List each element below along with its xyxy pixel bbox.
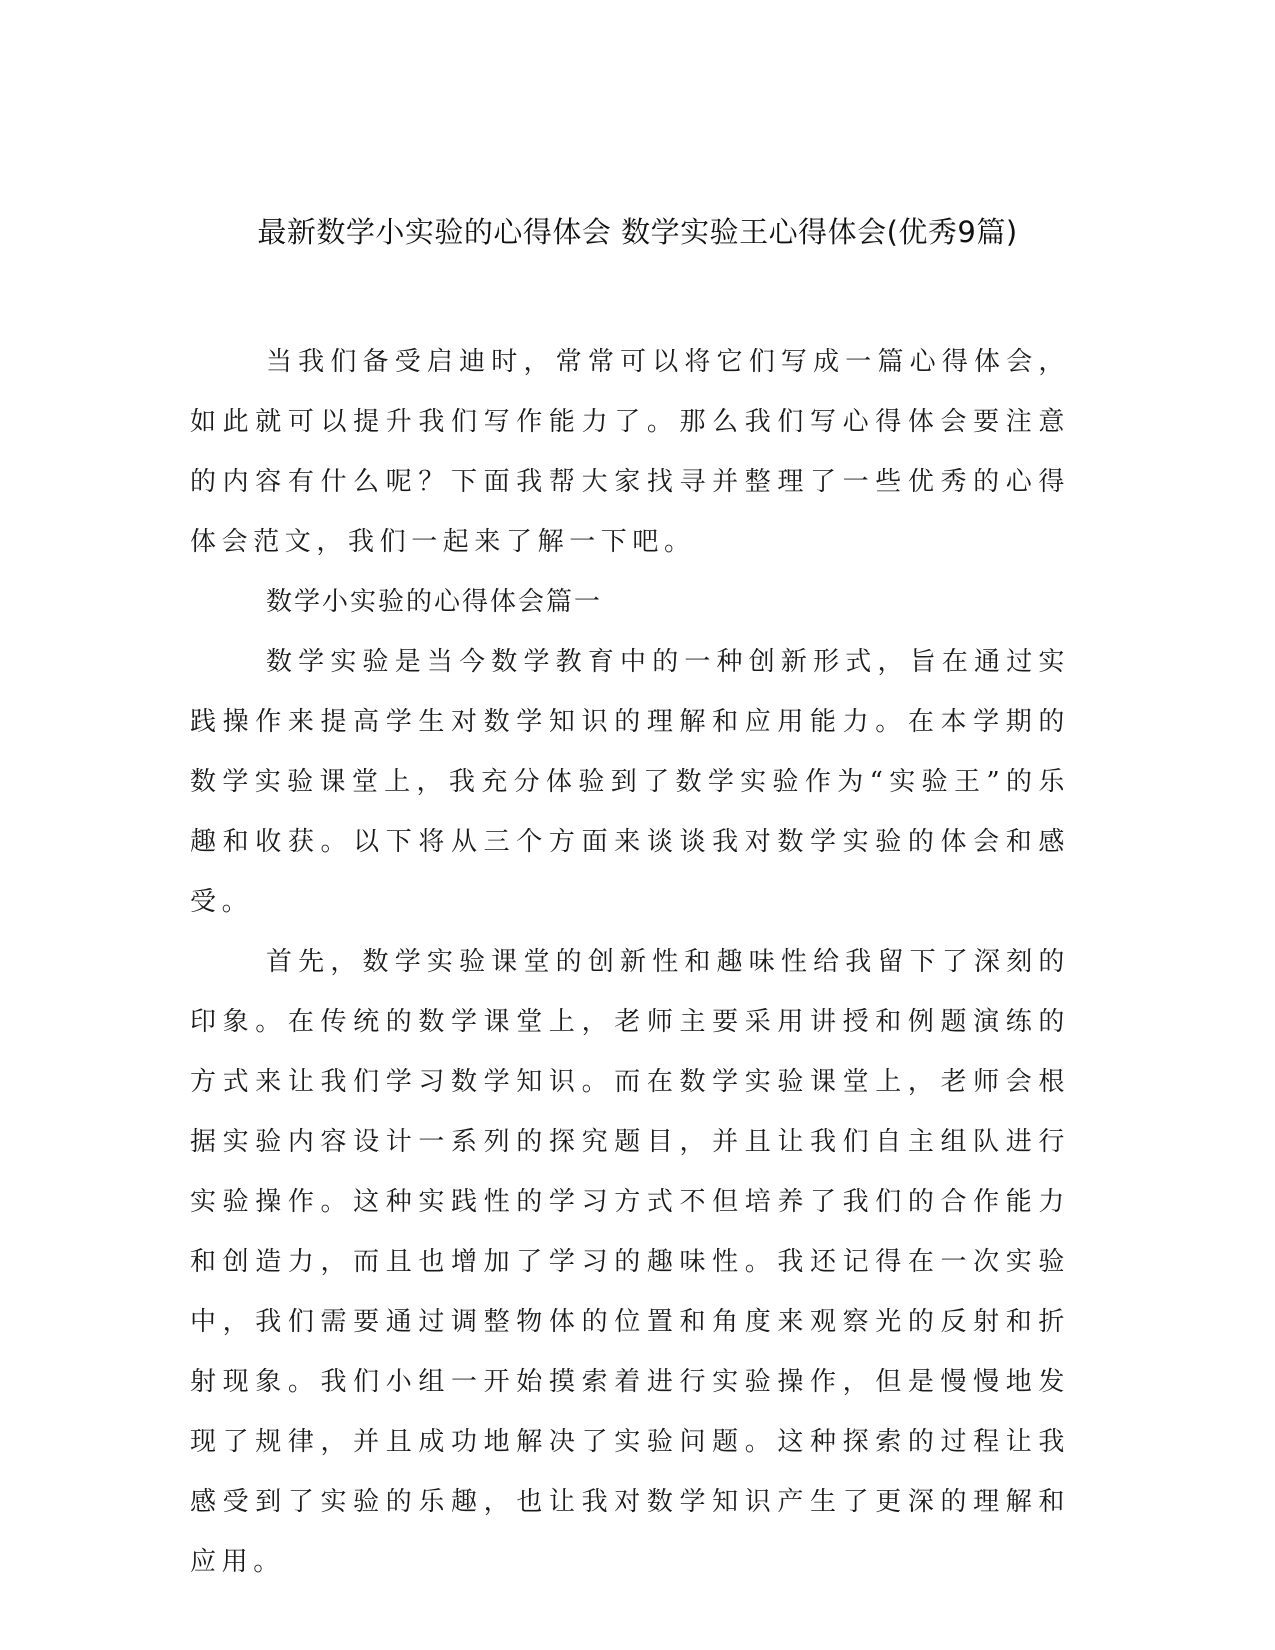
document-title: 最新数学小实验的心得体会 数学实验王心得体会(优秀9篇) [257,215,1018,249]
intro-paragraph: 当我们备受启迪时，常常可以将它们写成一篇心得体会，如此就可以提升我们写作能力了。那么我们写心得体会要注意的内容有什么呢？下面我帮大家找寻并整理了一些优秀的心得体会范文，我们一起来了解一下吧。 [190,347,1070,557]
body-paragraph-2: 首先，数学实验课堂的创新性和趣味性给我留下了深刻的印象。在传统的数学课堂上，老师主要采用讲授和例题演练的方式来让我们学习数学知识。而在数学实验课堂上，老师会根据实验内容设计一系列的探究题目，并且让我们自主组队进行实验操作。这种实践性的学习方式不但培养了我们的合作能力和创造力，而且也增加了学习的趣味性。我还记得在一次实验中，我们需要通过调整物体的位置和角度来观察光的反射和折射现象。我们小组一开始摸索着进行实验操作，但是慢慢地发现了规律，并且成功地解决了实验问题。这种探索的过程让我感受到了实验的乐趣，也让我对数学知识产生了更深的理解和应用。 [190,947,1070,1577]
document-body [190,332,1070,1592]
body-paragraph-1: 数学实验是当今数学教育中的一种创新形式，旨在通过实践操作来提高学生对数学知识的理解和应用能力。在本学期的数学实验课堂上，我充分体验到了数学实验作为“实验王”的乐趣和收获。以下将从三个方面来谈谈我对数学实验的体会和感受。 [190,647,1070,917]
section-heading: 数学小实验的心得体会篇一 [266,587,603,617]
